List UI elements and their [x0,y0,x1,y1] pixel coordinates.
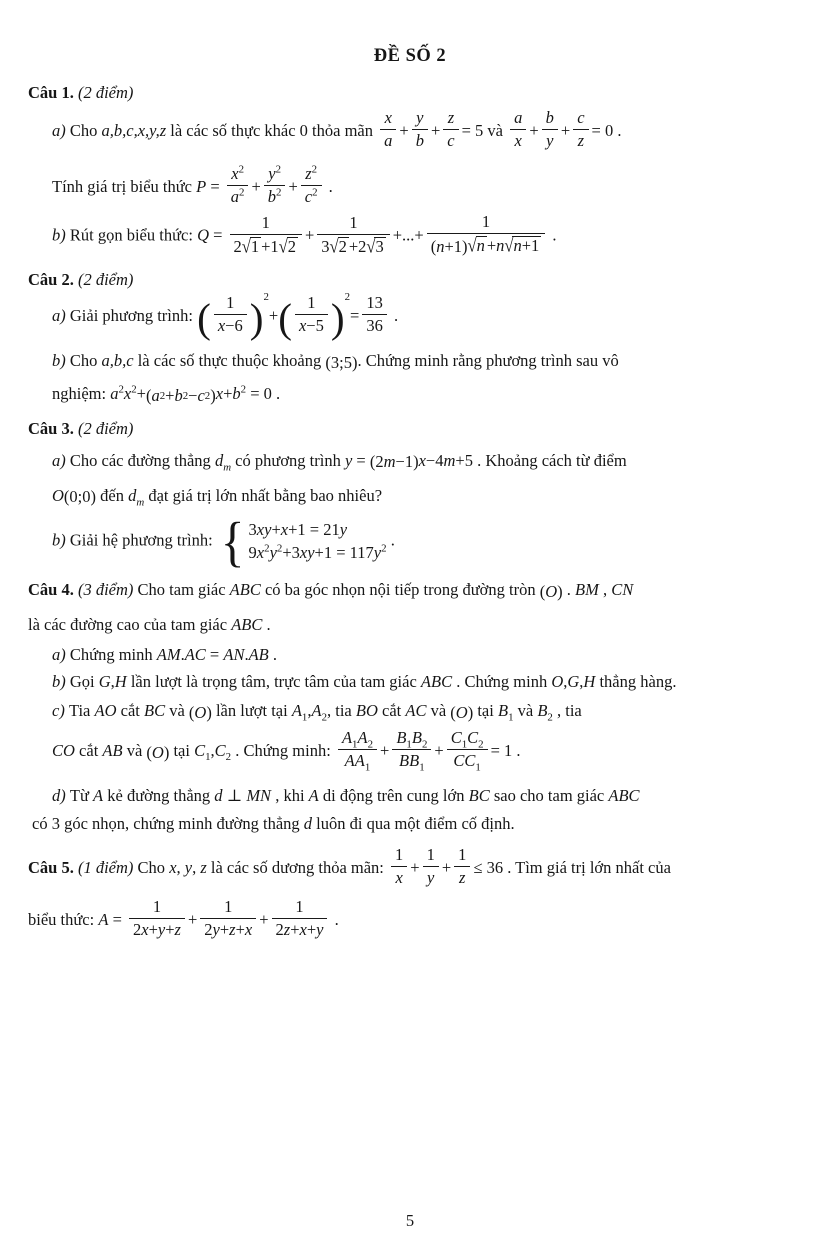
line-q1b: b) Rút gọn biểu thức: Q = $\frac{1}{2√1 +1√2}$ + $\frac{1}{3√2 +2√3}$ +...+ 1 ( n +1 ) √n +n√n+1 . [52,212,557,257]
line-q1a: a) Cho a,b,c,x,y,z là các số thực khác 0 thỏa mãn $\frac{x}{a}$ + $\frac{y}{b}$ + $\frac{z}{c}$ = 5 và $\frac{a}{x}$ + $\frac{b}{y}$ + $\frac{c}{z}$ = 0 . [52,108,622,151]
page-number: 5 [405,1211,415,1230]
section-header-cau3: Câu 3. (2 điểm) [28,419,134,439]
page-title: ĐỀ SỐ 2 [373,46,447,66]
line-q1a-eval: Tính giá trị biểu thức P = $\frac{x^2}{a^2}$ + $\frac{y^2}{b^2}$ + $\frac{z^2}{c^2}$ . [52,163,333,207]
line-q3a: a) Cho các đường thẳng $d_m$ có phương trình y = ( 2 m −1 ) x−4m+5 . Khoảng cách từ điểm [52,450,627,474]
line-q4a: a) Chứng minh AM.AC = AN.AB . [52,644,277,664]
line-q4c-cont: CO cắt AB và ( O ) tại $C_1,C_2$ . Chứng minh: $\frac{A_1A_2}{AA_1}$ + $\frac{B_1B_2}{BB_1}$ + $\frac{C_1C_2}{CC_1}$ = 1 . [52,728,521,774]
line-q4d-cont: có 3 góc nhọn, chứng minh đường thẳng d luôn đi qua một điểm cố định. [32,813,515,833]
line-q4b: b) Gọi G,H lần lượt là trọng tâm, trực tâm của tam giác ABC . Chứng minh O,G,H thẳng hàng. [52,672,677,691]
line-q4-header-cont: là các đường cao của tam giác ABC . [28,615,271,635]
exam-document [0,44,820,942]
section-header-cau4: Câu 4. (3 điểm) Cho tam giác ABC có ba góc nhọn nội tiếp trong đường tròn ( O ) . BM , CN [28,580,634,601]
line-q2b: b) Cho a,b,c là các số thực thuộc khoảng ( 3;5 ) . Chứng minh rằng phương trình sau vô [52,351,619,372]
line-q4d: d) Từ A kẻ đường thẳng d ⊥ MN , khi A di động trên cung lớn BC sao cho tam giác ABC [52,786,640,806]
line-q5-cont: biểu thức: A = $\frac{1}{2x+y+z}$ + $\frac{1}{2y+z+x}$ + $\frac{1}{2z+x+y}$ . [28,897,339,940]
line-q4c: c) Tia AO cắt BC và ( O ) lần lượt tại $A_1,A_2$, tia BO cắt AC và ( O ) tại $B_1$ và $B_2$ , tia [52,701,582,724]
line-q3a-cont: O ( 0;0 ) đến $d_m$ đạt giá trị lớn nhất bằng bao nhiêu? [52,485,383,508]
section-header-cau5: Câu 5. (1 điểm) Cho x, y, z là các số dương thỏa mãn: $\frac{1}{x}$ + $\frac{1}{y}$ + $\frac{1}{z}$ ≤ 36 . Tìm giá trị lớn nhất của [28,845,671,888]
section-header-cau1: Câu 1. (2 điểm) [28,83,134,103]
line-q3b: b) Giải hệ phương trình: { 3xy+x+1 = 21y $9x^2y^2+3xy+1 = 117y^2$ . [52,511,395,573]
scanned-exam-page [0,44,820,1244]
line-q2b-cont: nghiệm: $a^2x^2+$ ( a 2 + b 2 − c 2 ) $x+b^2 = 0$ . [52,383,281,405]
line-q2a: a) Giải phương trình: ( $\frac{1}{x-6}$ ) 2 + ( $\frac{1}{x-5}$ ) 2 = $\frac{13}{36}$ . [52,291,399,342]
section-header-cau2: Câu 2. (2 điểm) [28,270,134,290]
